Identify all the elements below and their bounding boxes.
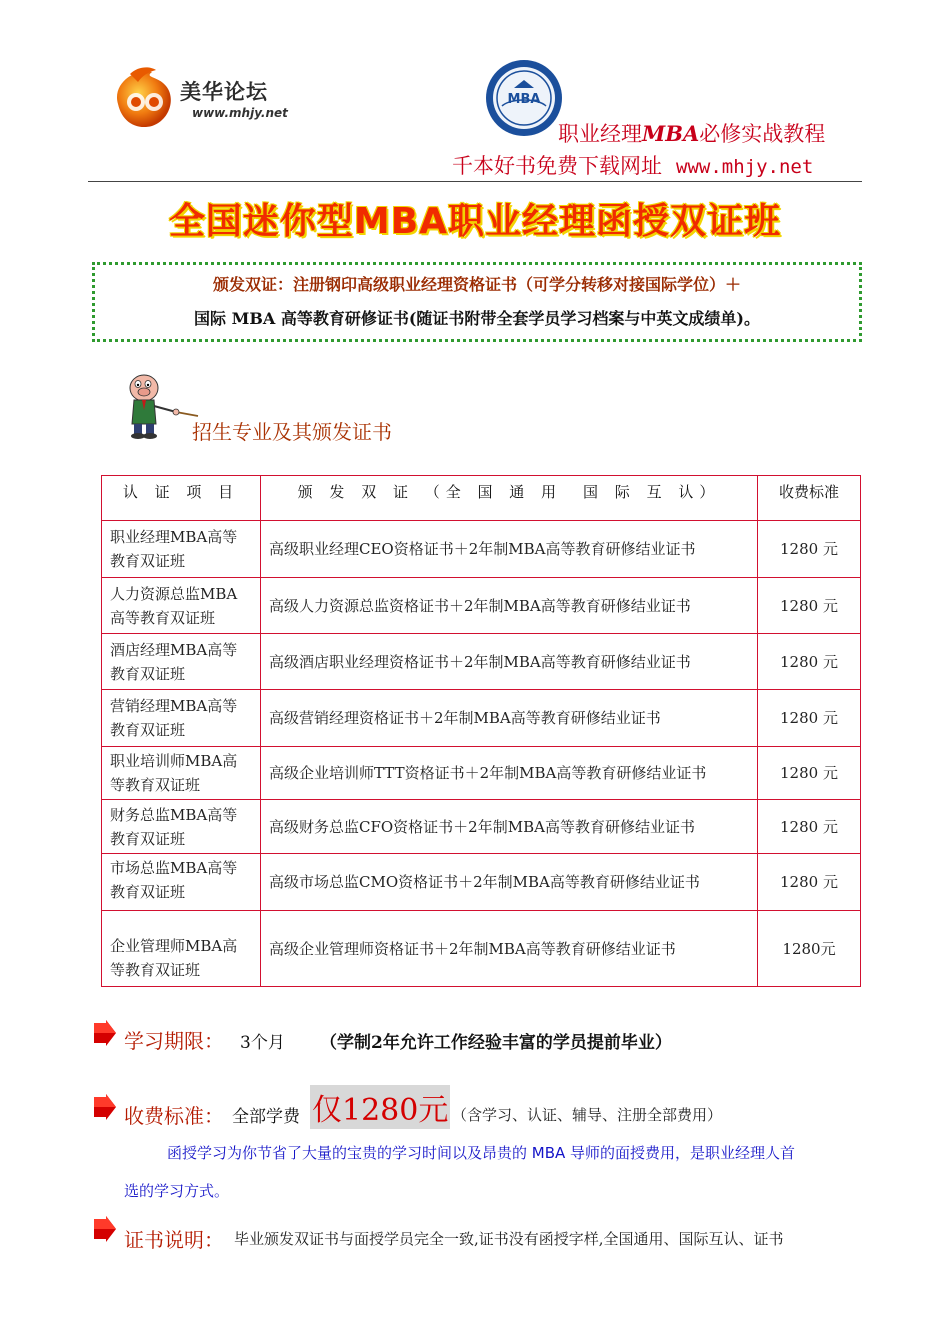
- table-row: [102, 800, 861, 854]
- header-line-1: [558, 118, 825, 148]
- header-fee: 收费标准: [758, 476, 861, 521]
- fee-cell: 1280 元: [758, 854, 861, 911]
- program-cell: 职业培训师MBA高等教育双证班: [102, 747, 261, 800]
- certificates-cell: 高级人力资源总监资格证书＋2年制MBA高等教育研修结业证书: [261, 578, 758, 634]
- arrow-bullet-icon: [92, 1094, 116, 1120]
- fee-cell: 1280 元: [758, 690, 861, 747]
- header-line-1-pre: 职业经理: [558, 122, 642, 146]
- certificates-cell: 高级企业培训师TTT资格证书＋2年制MBA高等教育研修结业证书: [261, 747, 758, 800]
- fee-cell: 1280 元: [758, 578, 861, 634]
- header-line-1-post: 必修实战教程: [699, 122, 826, 146]
- programs-table: [101, 475, 861, 987]
- certificates-cell: 高级市场总监CMO资格证书＋2年制MBA高等教育研修结业证书: [261, 854, 758, 911]
- program-cell: 酒店经理MBA高等教育双证班: [102, 634, 261, 690]
- certificate-line-1: 颁发双证：注册钢印高级职业经理资格证书（可学分转移对接国际学位）＋: [212, 275, 741, 294]
- certificates-cell: 高级企业管理师资格证书＋2年制MBA高等教育研修结业证书: [261, 911, 758, 987]
- logo-name: 美华论坛: [180, 80, 268, 104]
- arrow-bullet-icon: [92, 1216, 116, 1242]
- header-line-2-url[interactable]: www.mhjy.net: [676, 156, 814, 178]
- table-row: [102, 854, 861, 911]
- certificates-cell: 高级职业经理CEO资格证书＋2年制MBA高等教育研修结业证书: [261, 521, 758, 578]
- table-row: [102, 690, 861, 747]
- header-line-2: [452, 150, 813, 180]
- header-line-2-text: 千本好书免费下载网址: [452, 154, 662, 178]
- logo-url: www.mhjy.net: [192, 106, 288, 120]
- fee-cell: 1280 元: [758, 634, 861, 690]
- fee-cell: 1280 元: [758, 521, 861, 578]
- header-divider: [88, 181, 862, 182]
- fee-prefix: 全部学费: [232, 1107, 300, 1127]
- header-certificates: 颁 发 双 证 （全 国 通 用 国 际 互 认）: [261, 476, 758, 521]
- cert-note-text: 毕业颁发双证书与面授学员完全一致,证书没有函授字样,全国通用、国际互认、证书: [234, 1230, 784, 1248]
- certificates-cell: 高级营销经理资格证书＋2年制MBA高等教育研修结业证书: [261, 690, 758, 747]
- certificates-cell: 高级财务总监CFO资格证书＋2年制MBA高等教育研修结业证书: [261, 800, 758, 854]
- certificate-line-2: 国际 MBA 高等教育研修证书(随证书附带全套学员学习档案与中英文成绩单)。: [194, 309, 760, 328]
- study-period-note: （学制2年允许工作经验丰富的学员提前毕业）: [320, 1033, 672, 1053]
- table-row: [102, 634, 861, 690]
- fee-paragraph-line-1: 函授学习为你节省了大量的宝贵的学习时间以及昂贵的 MBA 导师的面授费用，是职业经理人首: [167, 1144, 796, 1162]
- fee-cell: 1280元: [758, 911, 861, 987]
- program-cell: 职业经理MBA高等教育双证班: [102, 521, 261, 578]
- header-program: 认 证 项 目: [102, 476, 261, 521]
- table-row: [102, 747, 861, 800]
- program-cell: 企业管理师MBA高等教育双证班: [102, 911, 261, 987]
- fee-cell: 1280 元: [758, 747, 861, 800]
- fee-note: （含学习、认证、辅导、注册全部费用）: [452, 1106, 723, 1124]
- program-cell: 营销经理MBA高等教育双证班: [102, 690, 261, 747]
- table-header-row: [102, 476, 861, 521]
- table-row: [102, 911, 861, 987]
- arrow-bullet-icon: [92, 1020, 116, 1046]
- section-title: 招生专业及其颁发证书: [192, 420, 392, 444]
- table-row: [102, 521, 861, 578]
- fee-paragraph-line-2: 选的学习方式。: [124, 1182, 230, 1200]
- seal-text: MBA: [507, 92, 541, 107]
- program-cell: 市场总监MBA高等教育双证班: [102, 854, 261, 911]
- study-period-value: 3个月: [240, 1033, 285, 1053]
- certificates-cell: 高级酒店职业经理资格证书＋2年制MBA高等教育研修结业证书: [261, 634, 758, 690]
- header-line-1-mba: MBA: [642, 121, 700, 146]
- fee-label: 收费标准：: [124, 1104, 224, 1128]
- page-title: 全国迷你型MBA职业经理函授双证班: [168, 201, 782, 242]
- cert-note-label: 证书说明：: [124, 1228, 224, 1252]
- table-row: [102, 578, 861, 634]
- program-cell: 财务总监MBA高等教育双证班: [102, 800, 261, 854]
- fee-amount: 仅1280元: [310, 1085, 450, 1129]
- teacher-mascot-icon: [120, 370, 200, 440]
- program-cell: 人力资源总监MBA高等教育双证班: [102, 578, 261, 634]
- mba-seal-icon: [484, 58, 564, 138]
- study-period-label: 学习期限：: [124, 1029, 224, 1053]
- fee-cell: 1280 元: [758, 800, 861, 854]
